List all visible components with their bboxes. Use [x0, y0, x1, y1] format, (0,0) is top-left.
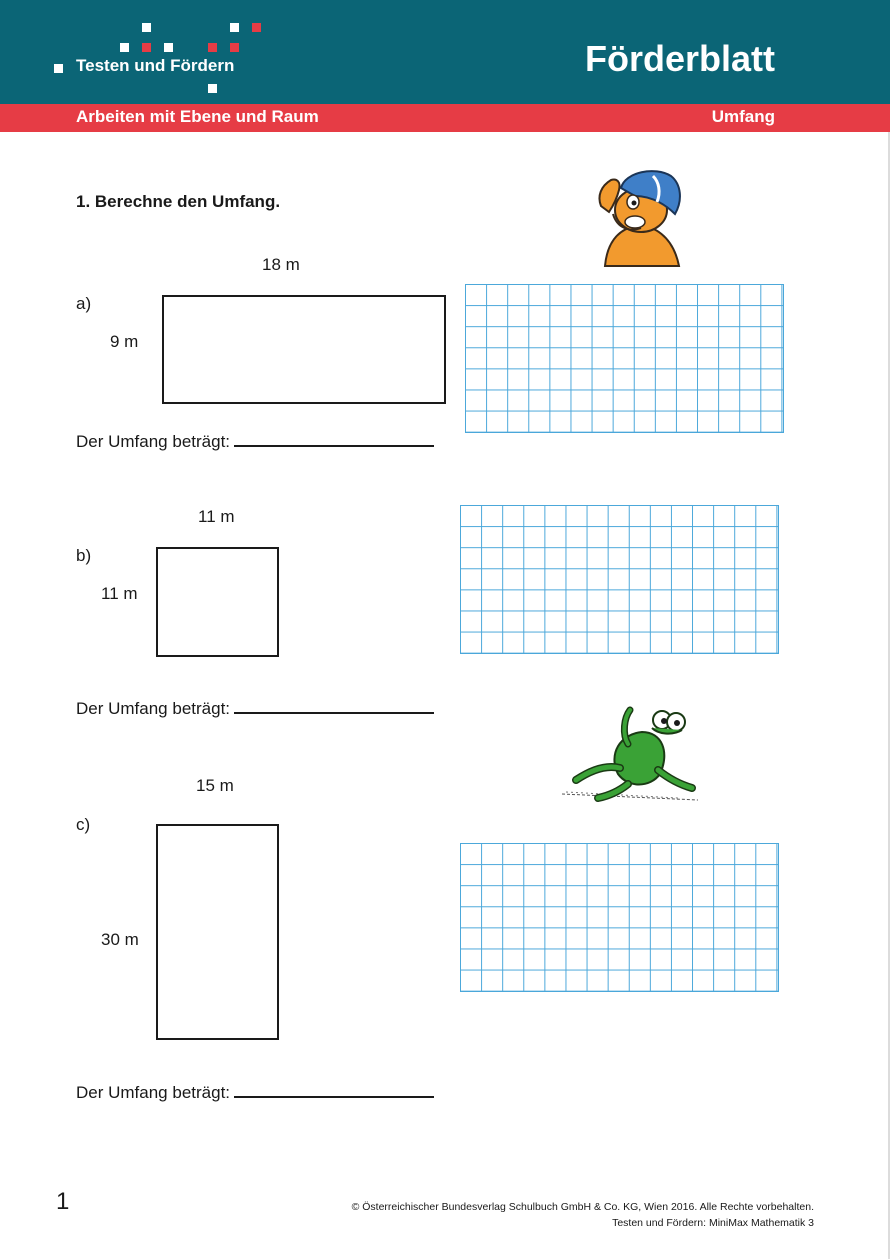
copyright-text: © Österreichischer Bundesverlag Schulbuch GmbH & Co. KG, Wien 2016. Alle Rechte vorbehalten.: [351, 1201, 814, 1213]
answer-row-c: [76, 1082, 434, 1103]
width-label-a: 18 m: [262, 255, 300, 274]
rectangle-b: [156, 547, 279, 657]
logo-square: [208, 84, 217, 93]
item-label-a: a): [76, 294, 92, 313]
topic-label: Arbeiten mit Ebene und Raum: [76, 107, 319, 126]
logo-square: [252, 23, 261, 32]
answer-line-b[interactable]: [234, 698, 434, 714]
logo-square: [164, 43, 173, 52]
width-label-c: 15 m: [196, 776, 234, 795]
answer-line-a[interactable]: [234, 431, 434, 447]
answer-row-a: [76, 431, 434, 452]
series-text: Testen und Fördern: MiniMax Mathematik 3: [612, 1217, 814, 1229]
height-label-c: 30 m: [101, 930, 139, 949]
task-heading: 1. Berechne den Umfang.: [76, 192, 281, 211]
logo-square: [142, 43, 151, 52]
logo-square: [208, 43, 217, 52]
logo-text: Testen und Fördern: [76, 56, 235, 75]
answer-label-b: Der Umfang beträgt:: [76, 699, 231, 718]
answer-line-c[interactable]: [234, 1082, 434, 1098]
grid-b[interactable]: [460, 505, 779, 654]
logo-square: [120, 43, 129, 52]
dog-mascot-illustration: [595, 166, 687, 268]
page-number: 1: [56, 1188, 70, 1215]
item-label-b: b): [76, 546, 92, 565]
logo-square: [142, 23, 151, 32]
logo-square: [230, 23, 239, 32]
height-label-a: 9 m: [110, 332, 139, 351]
item-label-c: c): [76, 815, 91, 834]
logo-square: [230, 43, 239, 52]
grid-c[interactable]: [460, 843, 779, 992]
answer-label-c: Der Umfang beträgt:: [76, 1083, 231, 1102]
width-label-b: 11 m: [198, 507, 235, 526]
grid-a[interactable]: [465, 284, 784, 433]
rectangle-a: [162, 295, 446, 404]
frog-mascot-illustration: [558, 704, 704, 804]
height-label-b: 11 m: [101, 584, 138, 603]
rectangle-c: [156, 824, 279, 1040]
logo-square: [54, 64, 63, 73]
answer-label-a: Der Umfang beträgt:: [76, 432, 231, 451]
answer-row-b: [76, 698, 434, 719]
footer-text: [352, 1199, 814, 1231]
subtopic-label: Umfang: [711, 107, 775, 126]
page-title: Förderblatt: [584, 38, 775, 79]
